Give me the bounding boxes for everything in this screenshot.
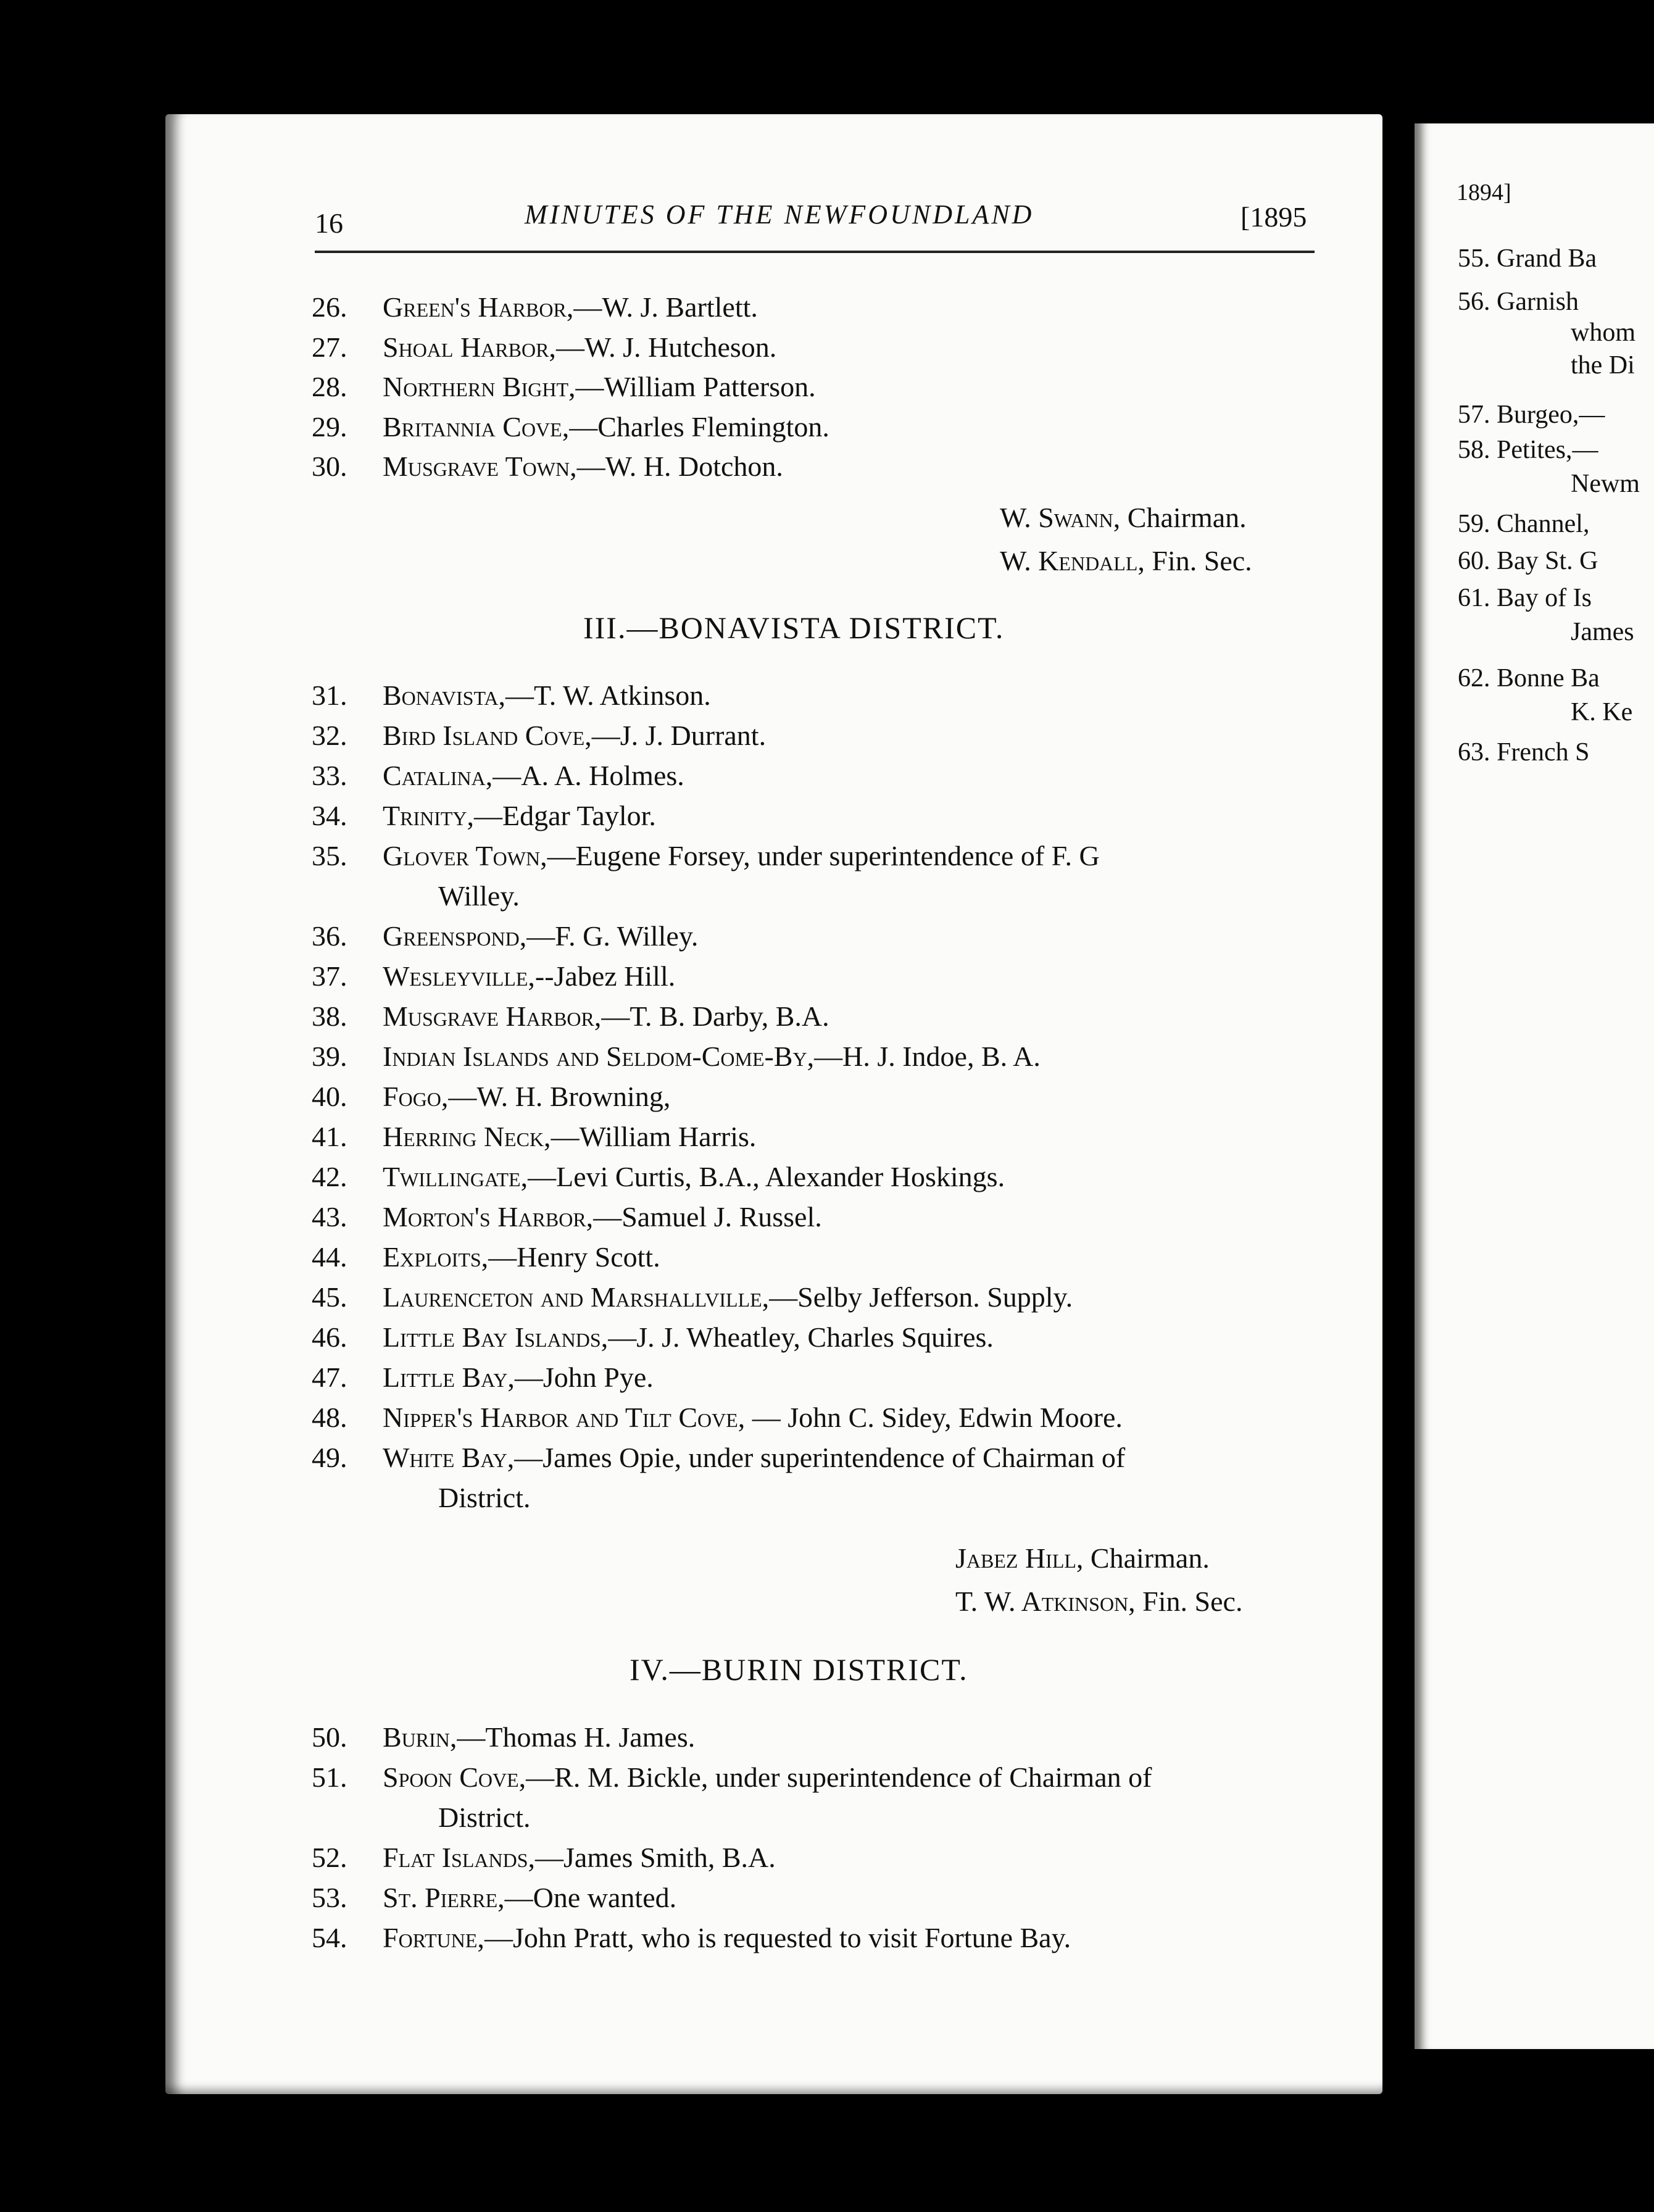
signature-name: Jabez Hill — [955, 1542, 1076, 1574]
entry-appointee: —Levi Curtis, B.A., Alexander Hoskings. — [528, 1161, 1005, 1192]
entry-number: 53. — [312, 1882, 347, 1913]
entry-place: Exploits, — [383, 1241, 489, 1273]
right-page-line: 57. Burgeo,— — [1458, 401, 1605, 429]
entry-continuation: District. — [438, 1802, 531, 1833]
list-item — [312, 838, 1361, 918]
list-item — [312, 329, 1361, 369]
entry-place: Bird Island Cove, — [383, 720, 592, 751]
running-title: MINUTES OF THE NEWFOUNDLAND — [525, 199, 1034, 230]
entry-text — [383, 1399, 1123, 1436]
signature-role: , Fin. Sec. — [1128, 1586, 1243, 1617]
entry-number: 28. — [312, 371, 347, 402]
entry-place: Burin, — [383, 1721, 457, 1753]
entry-place: Musgrave Harbor, — [383, 1000, 602, 1032]
list-item — [312, 1319, 1361, 1359]
entry-place: Fogo, — [383, 1081, 449, 1112]
list-item — [312, 918, 1361, 958]
entry-appointee: —Thomas H. James. — [457, 1721, 696, 1753]
entry-number: 54. — [312, 1922, 347, 1953]
header-rule — [315, 251, 1315, 253]
list-item — [312, 409, 1361, 449]
entry-appointee: —H. J. Indoe, B. A. — [814, 1041, 1041, 1072]
right-page-line: 61. Bay of Is — [1458, 584, 1592, 612]
entry-place: Green's Harbor, — [383, 291, 574, 323]
signature-chairman-1 — [1000, 501, 1247, 534]
entry-text — [383, 368, 816, 405]
entry-number: 47. — [312, 1362, 347, 1393]
entry-appointee: —One wanted. — [504, 1882, 677, 1913]
entry-appointee: —James Opie, under superintendence of Chairman of — [514, 1442, 1126, 1473]
list-item — [312, 289, 1361, 329]
entry-number: 50. — [312, 1721, 347, 1753]
list-item — [312, 1279, 1361, 1319]
list-item — [312, 1239, 1361, 1279]
entry-place: Fortune, — [383, 1922, 484, 1953]
entry-place: Northern Bight, — [383, 371, 576, 402]
entry-place: Wesleyville, — [383, 960, 535, 992]
entry-number: 27. — [312, 331, 347, 363]
entry-appointee: —William Patterson. — [575, 371, 816, 402]
entry-place: Nipper's Harbor and Tilt Cove, — [383, 1402, 746, 1433]
entry-place: Indian Islands and Seldom-Come-By, — [383, 1041, 815, 1072]
right-page-line: K. Ke — [1571, 698, 1633, 726]
entry-text — [383, 1078, 670, 1115]
entry-appointee: —Edgar Taylor. — [474, 800, 656, 831]
entry-number: 51. — [312, 1761, 347, 1793]
list-item — [312, 677, 1361, 717]
entry-place: Morton's Harbor, — [383, 1201, 594, 1233]
entry-appointee: —R. M. Bickle, under superintendence of Chairman of — [526, 1761, 1152, 1793]
entry-place: Shoal Harbor, — [383, 331, 556, 363]
right-page-year: 1894] — [1457, 180, 1511, 206]
entry-number: 29. — [312, 410, 347, 443]
entry-number: 45. — [312, 1281, 347, 1313]
signature-secretary-2 — [955, 1585, 1242, 1618]
heading-burin: IV.—BURIN DISTRICT. — [630, 1652, 968, 1687]
right-page-line: Newm — [1571, 470, 1640, 498]
entry-number: 30. — [312, 451, 347, 482]
page-number: 16 — [315, 207, 343, 239]
entry-text — [383, 1279, 1073, 1316]
list-item — [312, 717, 1361, 757]
entry-place: Catalina, — [383, 760, 493, 791]
entry-place: Britannia Cove, — [383, 410, 570, 443]
entry-number: 35. — [312, 840, 347, 871]
running-year: [1895 — [1240, 201, 1307, 233]
heading-bonavista: III.—BONAVISTA DISTRICT. — [583, 610, 1005, 645]
entry-text — [383, 448, 783, 485]
entry-text — [383, 409, 829, 446]
entry-number: 26. — [312, 291, 347, 323]
entry-number: 49. — [312, 1442, 347, 1473]
entry-place: Herring Neck, — [383, 1121, 551, 1152]
entry-number: 33. — [312, 760, 347, 791]
entry-number: 40. — [312, 1081, 347, 1112]
entry-text — [383, 1359, 654, 1396]
entry-text — [383, 1038, 1041, 1075]
list-item — [312, 998, 1361, 1038]
entry-text — [383, 677, 711, 714]
entry-text — [383, 958, 675, 995]
right-page-line: whom — [1571, 318, 1635, 347]
entry-text — [383, 757, 684, 794]
entry-number: 37. — [312, 960, 347, 992]
entry-text — [383, 1319, 994, 1356]
entry-place: St. Pierre, — [383, 1882, 505, 1913]
signature-name: W. Swann — [1000, 502, 1113, 533]
right-page-line: 58. Petites,— — [1458, 436, 1598, 464]
entry-appointee: —Henry Scott. — [488, 1241, 660, 1273]
entry-text — [383, 1118, 756, 1155]
list-item — [312, 757, 1361, 797]
entry-place: Little Bay Islands, — [383, 1321, 609, 1353]
entry-text — [383, 918, 698, 955]
entry-text — [383, 1759, 1152, 1796]
entry-number: 46. — [312, 1321, 347, 1353]
list-item — [312, 1078, 1361, 1118]
entry-text — [383, 289, 758, 326]
entry-text — [383, 1919, 1071, 1956]
entry-place: Bonavista, — [383, 680, 506, 711]
entry-number: 38. — [312, 1000, 347, 1032]
list-item — [312, 1038, 1361, 1078]
entry-appointee: —W. H. Browning, — [448, 1081, 671, 1112]
entry-place: Spoon Cove, — [383, 1761, 526, 1793]
entry-text — [383, 1719, 695, 1756]
entry-text — [383, 1199, 822, 1236]
entry-text — [383, 1839, 776, 1876]
entry-number: 42. — [312, 1161, 347, 1192]
list-item — [312, 1199, 1361, 1239]
list-item — [312, 1919, 1361, 1960]
entry-text — [383, 998, 829, 1035]
entry-text — [383, 329, 776, 366]
entry-place: Twillingate, — [383, 1161, 528, 1192]
right-page-line: 62. Bonne Ba — [1458, 664, 1600, 692]
list-item — [312, 1719, 1361, 1759]
entry-number: 34. — [312, 800, 347, 831]
list-item — [312, 1399, 1361, 1439]
right-page-line: 60. Bay St. G — [1458, 547, 1598, 575]
entry-place: Musgrave Town, — [383, 451, 577, 482]
entry-appointee: — John C. Sidey, Edwin Moore. — [745, 1402, 1123, 1433]
entry-text — [383, 1158, 1005, 1195]
signature-chairman-2 — [955, 1542, 1210, 1574]
signature-name: T. W. Atkinson — [955, 1586, 1129, 1617]
entry-continuation: Willey. — [438, 880, 520, 912]
entry-appointee: —J. J. Durrant. — [591, 720, 767, 751]
entry-appointee: —William Harris. — [551, 1121, 757, 1152]
right-page-line: 56. Garnish — [1458, 288, 1579, 316]
list-item — [312, 958, 1361, 998]
entry-number: 39. — [312, 1041, 347, 1072]
entry-continuation: District. — [438, 1482, 531, 1513]
entry-text — [383, 838, 1100, 875]
entry-text — [383, 1879, 676, 1916]
right-page-line: 63. French S — [1458, 738, 1590, 767]
list-item — [312, 448, 1361, 488]
entry-place: Trinity, — [383, 800, 475, 831]
signature-secretary-1 — [1000, 544, 1252, 577]
right-page-line: 59. Channel, — [1458, 510, 1590, 538]
entry-appointee: —T. B. Darby, B.A. — [601, 1000, 829, 1032]
signature-role: , Chairman. — [1113, 502, 1247, 533]
entry-appointee: —W. J. Hutcheson. — [555, 331, 777, 363]
entry-appointee: —W. J. Bartlett. — [573, 291, 758, 323]
entry-number: 41. — [312, 1121, 347, 1152]
entry-appointee: —F. G. Willey. — [526, 920, 699, 952]
signature-name: W. Kendall — [1000, 545, 1138, 576]
right-page-line: James — [1571, 618, 1634, 646]
entry-appointee: —John Pye. — [514, 1362, 654, 1393]
right-page-line: 55. Grand Ba — [1458, 244, 1597, 273]
entry-number: 32. — [312, 720, 347, 751]
list-item — [312, 1158, 1361, 1199]
list-item — [312, 1759, 1361, 1839]
entry-number: 44. — [312, 1241, 347, 1273]
entry-place: Flat Islands, — [383, 1842, 536, 1873]
entry-number: 31. — [312, 680, 347, 711]
entry-text — [383, 1439, 1125, 1476]
entry-appointee: —John Pratt, who is requested to visit Fortune Bay. — [484, 1922, 1071, 1953]
entry-appointee: —J. J. Wheatley, Charles Squires. — [608, 1321, 994, 1353]
entry-number: 43. — [312, 1201, 347, 1233]
entry-number: 52. — [312, 1842, 347, 1873]
entry-appointee: —W. H. Dotchon. — [576, 451, 783, 482]
signature-role: , Chairman. — [1076, 1542, 1210, 1574]
entry-appointee: —Selby Jefferson. Supply. — [769, 1281, 1073, 1313]
signature-role: , Fin. Sec. — [1137, 545, 1252, 576]
entry-appointee: —T. W. Atkinson. — [505, 680, 711, 711]
entry-place: Glover Town, — [383, 840, 547, 871]
entry-appointee: --Jabez Hill. — [534, 960, 676, 992]
entry-text — [383, 717, 766, 754]
list-item — [312, 1839, 1361, 1879]
list-item — [312, 1879, 1361, 1919]
entry-place: Laurenceton and Marshallville, — [383, 1281, 770, 1313]
list-item — [312, 368, 1361, 409]
list-item — [312, 1118, 1361, 1158]
entry-appointee: —Samuel J. Russel. — [593, 1201, 822, 1233]
list-item — [312, 1439, 1361, 1520]
entry-place: Little Bay, — [383, 1362, 515, 1393]
right-page-line: the Di — [1571, 351, 1635, 380]
entry-appointee: —Eugene Forsey, under superintendence of F. G — [547, 840, 1100, 871]
entry-appointee: —A. A. Holmes. — [492, 760, 684, 791]
list-item — [312, 1359, 1361, 1399]
entry-place: Greenspond, — [383, 920, 527, 952]
entry-number: 36. — [312, 920, 347, 952]
entry-appointee: —Charles Flemington. — [569, 410, 829, 443]
entry-text — [383, 797, 656, 834]
entry-text — [383, 1239, 660, 1276]
entry-number: 48. — [312, 1402, 347, 1433]
entry-appointee: —James Smith, B.A. — [535, 1842, 776, 1873]
entry-place: White Bay, — [383, 1442, 515, 1473]
list-item — [312, 797, 1361, 838]
